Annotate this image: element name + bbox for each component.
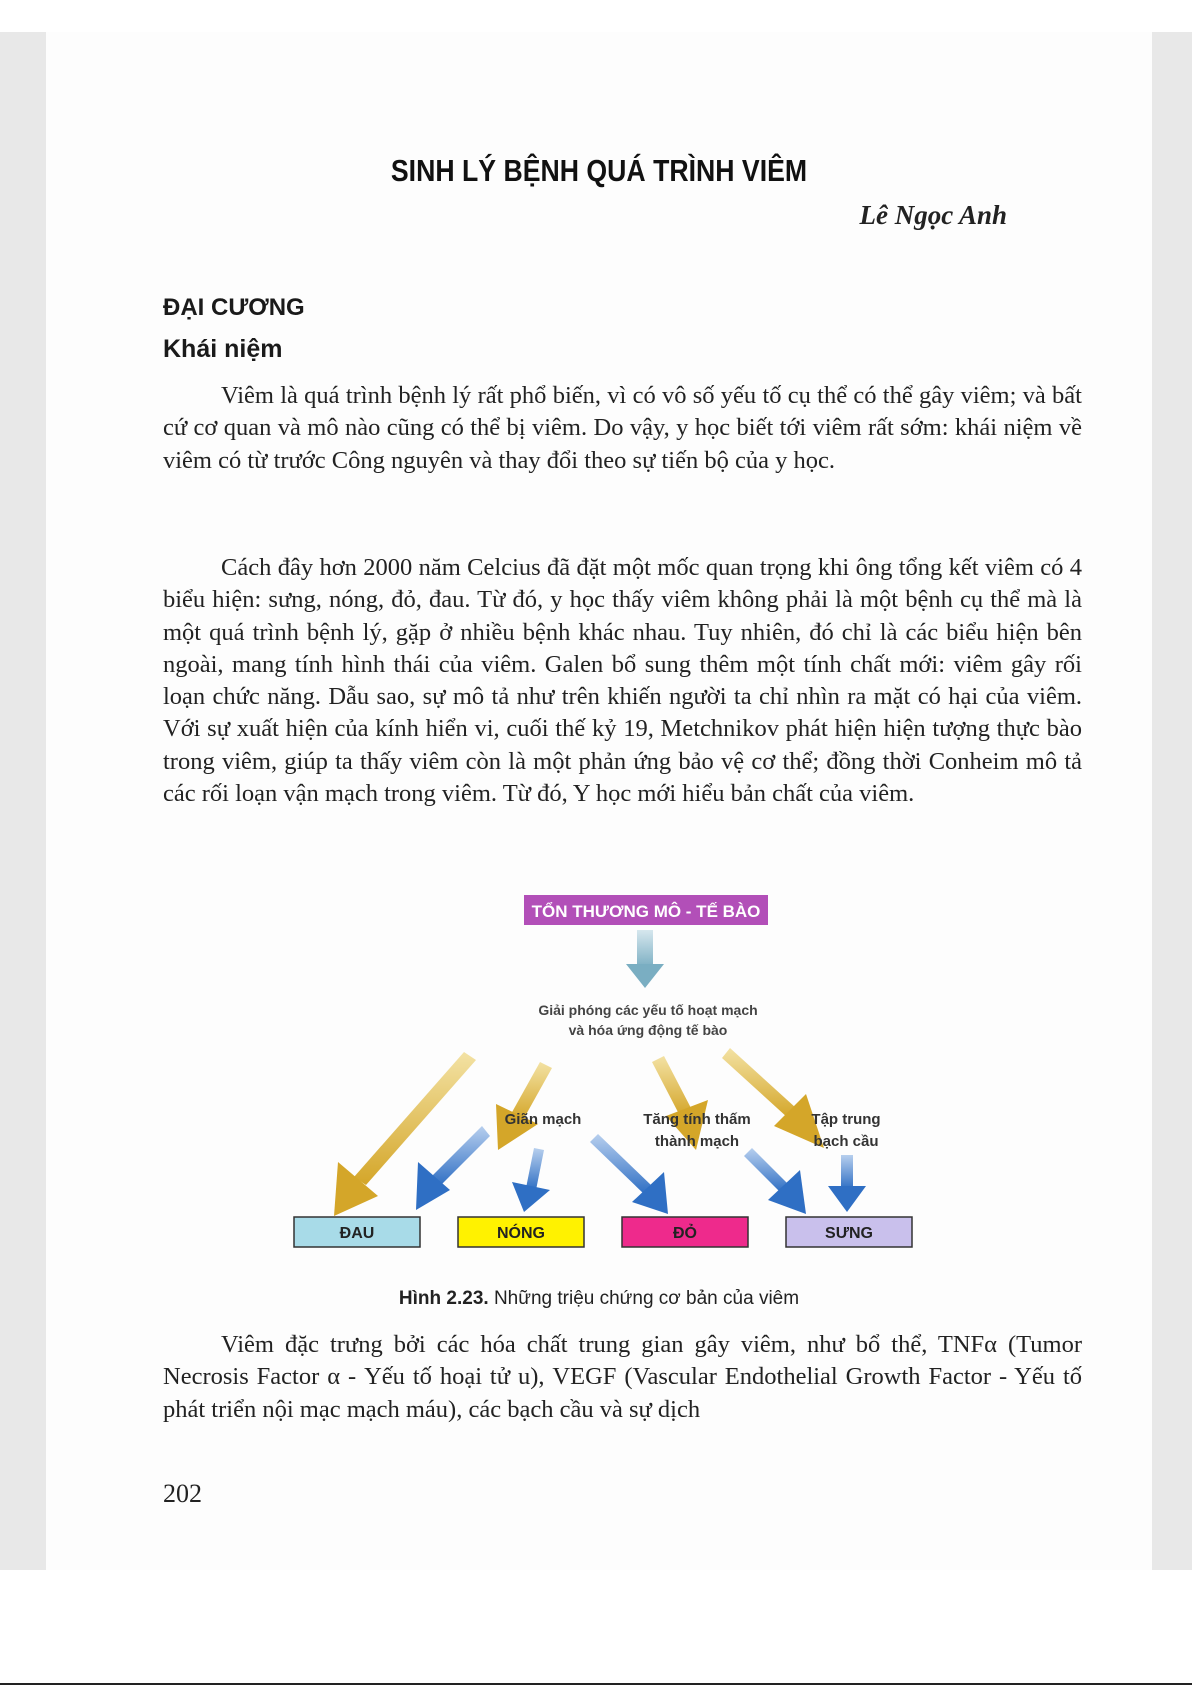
page-title: SINH LÝ BỆNH QUÁ TRÌNH VIÊM bbox=[390, 153, 808, 188]
pain-label: ĐAU bbox=[339, 1225, 375, 1242]
author-name: Lê Ngọc Anh bbox=[859, 200, 1007, 230]
caption-text: Những triệu chứng cơ bản của viêm bbox=[493, 1288, 800, 1309]
down-arrow-icon bbox=[626, 930, 664, 988]
section-heading: ĐẠI CƯƠNG bbox=[163, 294, 305, 321]
vasodilation-label: Giãn mạch bbox=[504, 1111, 582, 1128]
permeability-label-line2: thành mạch bbox=[654, 1133, 740, 1150]
figure-caption bbox=[46, 1288, 1152, 1310]
blue-arrow-icon bbox=[416, 1126, 490, 1210]
blue-arrow-icon bbox=[828, 1155, 866, 1212]
leukocyte-label-line2: bạch cầu bbox=[813, 1133, 879, 1150]
paragraph: Cách đây hơn 2000 năm Celcius đã đặt một mốc quan trọng khi ông tổng kết viêm có 4 biểu hiện: sưng, nóng, đỏ, đau. Từ đó, y học thấy viêm không phải là một bệnh cụ thể mà là một quá trình bệnh lý, gặp ở nhiều bệnh khác nhau. Tuy nhiên, đó chỉ là các biểu hiện bên ngoài, mang tính hình thái của viêm. Galen bổ sung thêm một tính chất mới: viêm gây rối loạn chức năng. Dẫu sao, sự mô tả như trên khiến người ta chỉ nhìn ra mặt có hại của viêm. Với sự xuất hiện của kính hiển vi, cuối thế kỷ 19, Metchnikov phát hiện hiện tượng thực bào trong viêm, giúp ta thấy viêm còn là một phản ứng bảo vệ cơ thể; đồng thời Conheim mô tả các rối loạn vận mạch trong viêm. Từ đó, Y học mới hiểu bản chất của viêm. bbox=[163, 554, 1082, 808]
blue-arrow-icon bbox=[512, 1148, 550, 1212]
paragraph: Viêm đặc trưng bởi các hóa chất trung gian gây viêm, như bổ thể, TNFα (Tumor Necrosis Factor α - Yếu tố hoại tử u), VEGF (Vascular Endothelial Growth Factor - Yếu tố phát triển nội mạc mạch máu), các bạch cầu và sự dịch bbox=[163, 1331, 1082, 1423]
tissue-damage-label: TỔN THƯƠNG MÔ - TẾ BÀO bbox=[531, 902, 761, 921]
paragraph: Viêm là quá trình bệnh lý rất phổ biến, vì có vô số yếu tố cụ thể có thể gây viêm; và bất cứ cơ quan và mô nào cũng có thể bị viêm. Do vậy, y học biết tới viêm rất sớm: khái niệm về viêm có từ trước Công nguyên và thay đổi theo sự tiến bộ của y học. bbox=[163, 382, 1082, 474]
release-factors-line1: Giải phóng các yếu tố hoạt mạch bbox=[538, 1002, 758, 1018]
caption-label: Hình 2.23. bbox=[398, 1288, 489, 1309]
page-margin-right bbox=[1152, 32, 1192, 1570]
redness-label: ĐỎ bbox=[673, 1225, 697, 1242]
document-page bbox=[46, 32, 1152, 1570]
gold-arrow-icon bbox=[496, 1062, 552, 1150]
swelling-label: SƯNG bbox=[825, 1225, 873, 1242]
leukocyte-label-line1: Tập trung bbox=[811, 1111, 881, 1128]
blue-arrow-icon bbox=[744, 1148, 806, 1214]
page-margin-left bbox=[0, 32, 46, 1570]
heat-label: NÓNG bbox=[497, 1225, 545, 1242]
permeability-label-line1: Tăng tính thấm bbox=[643, 1111, 751, 1128]
page-number: 202 bbox=[163, 1479, 202, 1508]
inflammation-symptoms-diagram bbox=[276, 860, 996, 1300]
gold-arrow-icon bbox=[334, 1052, 476, 1216]
subsection-heading: Khái niệm bbox=[163, 335, 283, 363]
release-factors-line2: và hóa ứng động tế bào bbox=[568, 1022, 728, 1038]
